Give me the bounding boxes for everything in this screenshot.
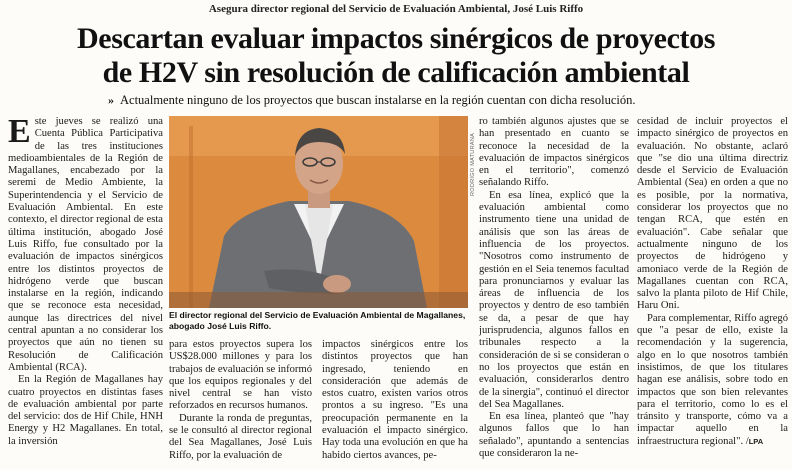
headline-line-2: de H2V sin resolución de calificación ambiental [102, 56, 690, 89]
col5-paragraph-2: Para complementar, Riffo agregó que "a pesar de ello, existe la recomendación y la sugerencia, algo en lo que nosotros también insistimos, de que los titulares hagan ese análisis, sobre todo en impactos que son bien relevantes para el territorio, como lo es el tránsito y transporte, cómo va a impactar aquello en la infraestructura regional". [637, 312, 788, 447]
col2-paragraph-1: para estos proyectos supera los US$28.000 millones y para los trabajos de evaluación se informó que los equipos regionales y del nivel central se han visto reforzados en recursos humanos. [169, 339, 312, 412]
portrait-illustration [169, 116, 468, 308]
article-column-4 [479, 116, 629, 468]
article-column-5: cesidad de incluir proyectos el impacto sinérgico de proyectos en evaluación. No obstante, aclaró que "se dio una última directriz desde el Servicio de Evaluación Ambiental (Sea) en orden a que no es posible, por la normativa, considerar los proyectos que no tengan RCA, que estén en evaluación". Cabe señalar que actualmente ninguno de los proyectos de hidrógeno y amoniaco verde de la Región de Magallanes cuentan con RCA, salvo la planta piloto de Hif Chile, Haru Oni. Para complementar, Riffo agregó que "a pesar de ello, existe la recomendación y la sugerencia, algo en lo que nosotros también insistimos, de que los titulares hagan ese análisis, sobre todo en impactos que son bien relevantes para el territorio, como lo es el tránsito y transporte, cómo va a impactar aquello en la infraestructura regional". /LPA [637, 116, 788, 447]
subhead [108, 93, 635, 108]
col4-paragraph-3: En esa línea, planteó que "hay algunos fallos que lo han señalado", apuntando a sentencias que consideraron la ne- [479, 411, 629, 460]
author-signature: LPA [748, 436, 764, 446]
headline-line-1: Descartan evaluar impactos sinérgicos de proyectos [77, 22, 715, 55]
article-column-3 [322, 339, 468, 469]
col1-paragraph-2: En la Región de Magallanes hay cuatro proyectos en distintas fases de evaluación ambiental por parte del servicio: dos de Hif Chile, HNH Energy y H2 Magallanes. En total, la inversión [8, 374, 163, 447]
article-column-1 [8, 116, 163, 468]
drop-cap: E [8, 116, 31, 150]
article-photo [169, 116, 468, 308]
photo-credit: RODRIGO MATURANA [470, 132, 476, 196]
col3-paragraph-1: impactos sinérgicos entre los distintos proyectos que han ingresado, teniendo en consideración que además de estos cuatro, existen varios otros prontos a su ingreso. "Es una preocupación permanente en la evaluación el impacto sinérgico. Hay toda una evolución en que ha habido ciertos avances, pe- [322, 339, 468, 461]
col4-paragraph-2: En esa línea, explicó que la evaluación ambiental como instrumento tiene una unidad de análisis que son las áreas de influencia de los proyectos. "Nosotros como instrumento de gestión en el Seia tenemos facultad para pronunciarnos y evaluar las áreas de influencia de los proyectos y dentro de eso también se da, a pesar de que hay jurisprudencia, algunos fallos en tribunales respecto a la consideración de si se consideran o no los proyectos que están en evaluación, considerarlos dentro de la sinergia", continuó el director del Sea Magallanes. [479, 189, 629, 410]
article-column-2 [169, 339, 312, 469]
col5-paragraph-1: cesidad de incluir proyectos el impacto sinérgico de proyectos en evaluación. No obstante, aclaró que "se dio una última directriz desde el Servicio de Evaluación Ambiental (Sea) en orden a que no es posible, por la normativa, considerar los proyectos que no tengan RCA, que estén en evaluación". Cabe señalar que actualmente ninguno de los proyectos de hidrógeno y amoniaco verde de la Región de Magallanes cuentan con RCA, salvo la planta piloto de Hif Chile, Haru Oni. [637, 116, 788, 312]
headline [0, 22, 792, 90]
col2-paragraph-2: Durante la ronda de preguntas, se le consultó al director regional del Sea Magallanes, José Luis Riffo, por la evaluación de [169, 412, 312, 461]
subhead-text: Actualmente ninguno de los proyectos que buscan instalarse en la región cuentan con dicha resolución. [120, 93, 636, 107]
photo-caption: El director regional del Servicio de Evaluación Ambiental de Magallanes, abogado José Luis Riffo. [169, 310, 466, 331]
kicker: Asegura director regional del Servicio de Evaluación Ambiental, José Luis Riffo [208, 3, 584, 15]
col1-paragraph-1: ste jueves se realizó una Cuenta Pública Participativa de las tres instituciones medioambientales de la Región de Magallanes, encabezado por la seremi de Medio Ambiente, la Superintendencia y el Servicio de Evaluación Ambiental. En este contexto, el director regional de esta última institución, abogado José Luis Riffo, fue consultado por la evaluación de impactos sinérgicos entre los distintos proyectos de hidrógeno verde que buscan instalarse en la región, indicando que se reconoce esta necesidad, aunque las directrices del nivel central apuntan a no considerar los proyectos que aún no tienen su Resolución de Calificación Ambiental (RCA). [8, 116, 163, 373]
chevron-right-icon: » [108, 93, 114, 107]
col4-paragraph-1: ro también algunos ajustes que se han presentado en cuanto se reconoce la necesidad de la evaluación de impactos sinérgicos en el territorio", comenzó señalando Riffo. [479, 116, 629, 189]
